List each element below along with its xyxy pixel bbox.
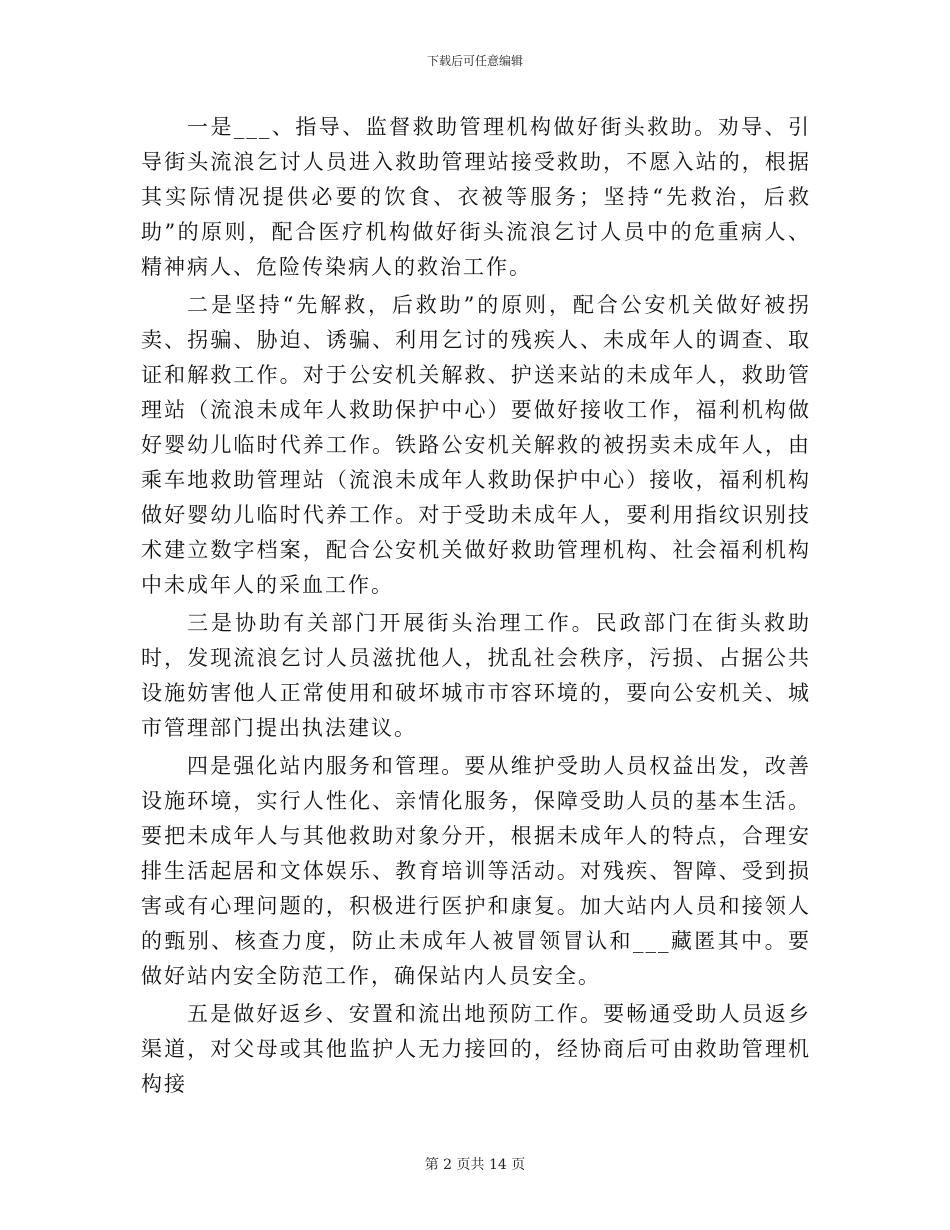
paragraph-3: 三是协助有关部门开展街头治理工作。民政部门在街头救助时，发现流浪乞讨人员滋扰他人，扰乱社会秩序，污损、占据公共设施妨害他人正常使用和破坏城市市容环境的，要向公安机关、城市管理部门提出执法建议。 — [141, 611, 811, 740]
paragraph-2: 二是坚持“先解救，后救助”的原则，配合公安机关做好被拐卖、拐骗、胁迫、诱骗、利用乞讨的残疾人、未成年人的调查、取证和解救工作。对于公安机关解救、护送来站的未成年人，救助管理站（流浪未成年人救助保护中心）要做好接收工作，福利机构做好婴幼儿临时代养工作。铁路公安机关解救的被拐卖未成年人，由乘车地救助管理站（流浪未成年人救助保护中心）接收，福利机构做好婴幼儿临时代养工作。对于受助未成年人，要利用指纹识别技术建立数字档案，配合公安机关做好救助管理机构、社会福利机构中未成年人的采血工作。 — [141, 293, 811, 597]
paragraph-5: 五是做好返乡、安置和流出地预防工作。要畅通受助人员返乡渠道，对父母或其他监护人无力接回的，经协商后可由救助管理机构接 — [141, 1002, 811, 1096]
paragraph-4: 四是强化站内服务和管理。要从维护受助人员权益出发，改善设施环境，实行人性化、亲情化服务，保障受助人员的基本生活。要把未成年人与其他救助对象分开，根据未成年人的特点，合理安排生活起居和文体娱乐、教育培训等活动。对残疾、智障、受到损害或有心理问题的，积极进行医护和康复。加大站内人员和接领人的甄别、核查力度，防止未成年人被冒领冒认和___藏匿其中。要做好站内安全防范工作，确保站内人员安全。 — [141, 754, 811, 988]
page-header-note: 下载后可任意编辑 — [426, 54, 523, 68]
page-number-footer: 第 2 页共 14 页 — [424, 1157, 526, 1173]
paragraph-1: 一是___、指导、监督救助管理机构做好街头救助。劝导、引导街头流浪乞讨人员进入救助管理站接受救助，不愿入站的，根据其实际情况提供必要的饮食、衣被等服务；坚持“先救治，后救助”的原则，配合医疗机构做好街头流浪乞讨人员中的危重病人、精神病人、危险传染病人的救治工作。 — [141, 115, 811, 279]
document-body — [141, 110, 811, 1102]
